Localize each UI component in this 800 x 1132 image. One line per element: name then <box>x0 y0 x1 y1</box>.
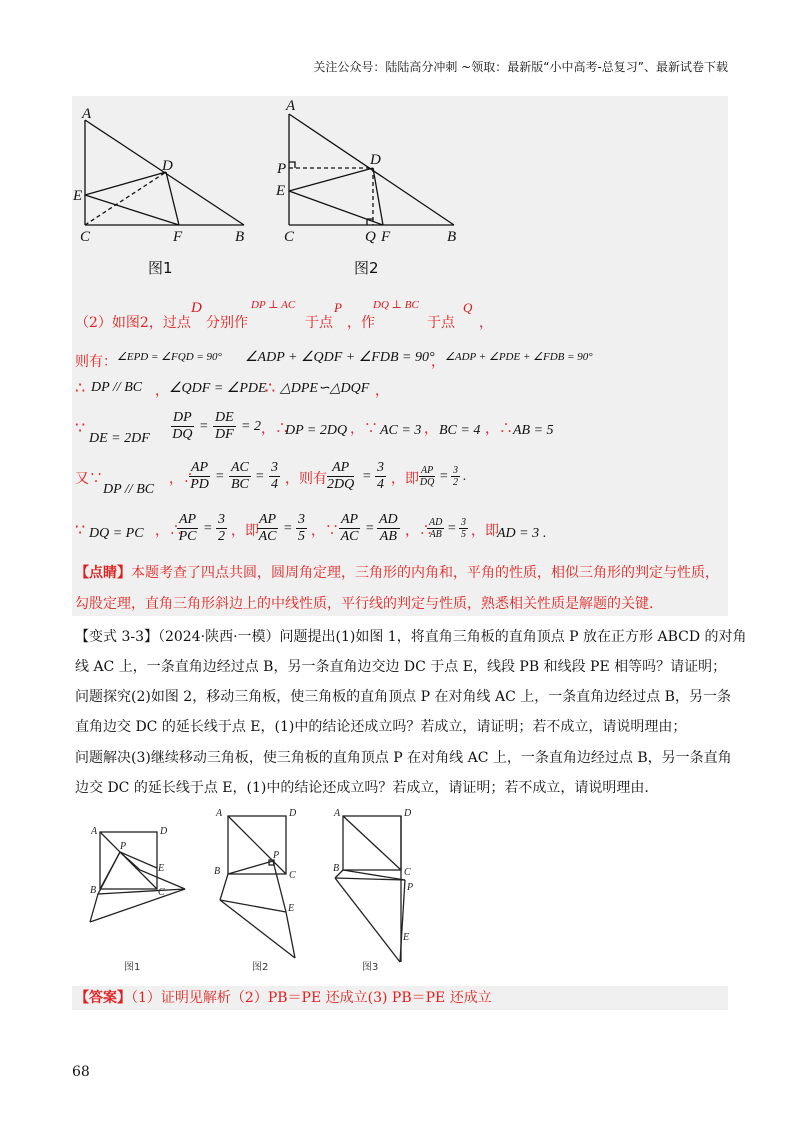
problem-line-2: 线 AC 上，一条直角边经过点 B，另一条直角边交边 DC 于点 E，线段 PB 和线段 PE 相等吗？请证明； <box>75 659 727 675</box>
comment-line-1: 【点睛】本题考查了四点共圆，圆周角定理，三角形的内角和，平角的性质，相似三角形的判定与性质， <box>75 565 719 581</box>
page-number: 68 <box>72 1064 90 1080</box>
problem-line-6: 边交 DC 的延长线于点 E，(1)中的结论还成立吗？若成立，请证明；若不成立，请说明理由. <box>75 780 649 796</box>
fig2-caption: 图2 <box>354 259 379 277</box>
problem-line-5: 问题解决(3)继续移动三角板，使三角板的直角顶点 P 在对角线 AC 上，一条直角边经过点 B，另一条直角 <box>75 750 732 766</box>
svg-text:C: C <box>404 867 411 878</box>
svg-text:C: C <box>158 887 165 898</box>
problem-line-3: 问题探究(2)如图 2，移动三角板，使三角板的直角顶点 P 在对角线 AC 上，一条直角边经过点 B，另一条 <box>75 689 731 705</box>
svg-text:E: E <box>288 903 295 914</box>
problem-line-1: 【变式 3-3】（2024·陕西·一模）问题提出(1)如图 1，将直角三角板的直角顶点 P 放在正方形 ABCD 的对角 <box>75 629 747 645</box>
fig2-point-d: D <box>370 152 381 168</box>
problem-line-4: 直角边交 DC 的延长线于点 E，(1)中的结论还成立吗？若成立，请证明；若不成立，请说明理由； <box>75 719 687 735</box>
answer-tag: 【答案】 <box>75 990 131 1006</box>
problem-figures <box>80 800 440 980</box>
svg-text:B: B <box>214 866 221 877</box>
problem-fig2-caption: 图2 <box>252 962 269 973</box>
fig2-point-e: E <box>276 183 286 199</box>
fig2-point-a: A <box>286 98 296 114</box>
svg-text:D: D <box>289 808 297 819</box>
fig2-point-p: P <box>277 161 287 177</box>
fig1-point-e: E <box>73 188 83 204</box>
svg-text:D: D <box>160 826 168 837</box>
svg-text:A: A <box>334 808 341 819</box>
fig2-point-c: C <box>284 229 295 245</box>
svg-text:E: E <box>403 932 410 943</box>
svg-text:P: P <box>407 882 414 893</box>
svg-text:E: E <box>158 863 165 874</box>
fig1-point-a: A <box>82 106 92 122</box>
answer-line: 【答案】（1）证明见解析（2）PB＝PE 还成立(3) PB＝PE 还成立 <box>75 990 492 1006</box>
svg-text:B: B <box>90 885 97 896</box>
fig2-point-f: F <box>381 229 391 245</box>
svg-text:A: A <box>216 808 223 819</box>
fig1-point-c: C <box>80 229 91 245</box>
solution-figures <box>72 96 492 286</box>
fig1-point-b: B <box>235 229 245 245</box>
fig2-point-b: B <box>447 229 457 245</box>
svg-text:D: D <box>404 808 412 819</box>
svg-text:C: C <box>289 870 296 881</box>
problem-fig1-caption: 图1 <box>124 962 141 973</box>
page-header: 关注公众号：陆陆高分冲刺 ~领取：最新版“小中高考-总复习”、最新试卷下载 <box>313 60 728 74</box>
svg-text:A: A <box>91 826 98 837</box>
problem-fig3-caption: 图3 <box>362 962 379 973</box>
fig1-point-f: F <box>173 229 183 245</box>
fig2-point-q: Q <box>365 229 376 245</box>
comment-tag: 【点睛】 <box>75 565 131 581</box>
svg-text:B: B <box>333 863 340 874</box>
fig1-point-d: D <box>162 158 173 174</box>
comment-line-2: 勾股定理，直角三角形斜边上的中线性质，平行线的判定与性质，熟悉相关性质是解题的关键. <box>75 596 654 612</box>
svg-text:P: P <box>120 841 127 852</box>
svg-text:P: P <box>273 850 280 861</box>
fig1-caption: 图1 <box>148 259 173 277</box>
